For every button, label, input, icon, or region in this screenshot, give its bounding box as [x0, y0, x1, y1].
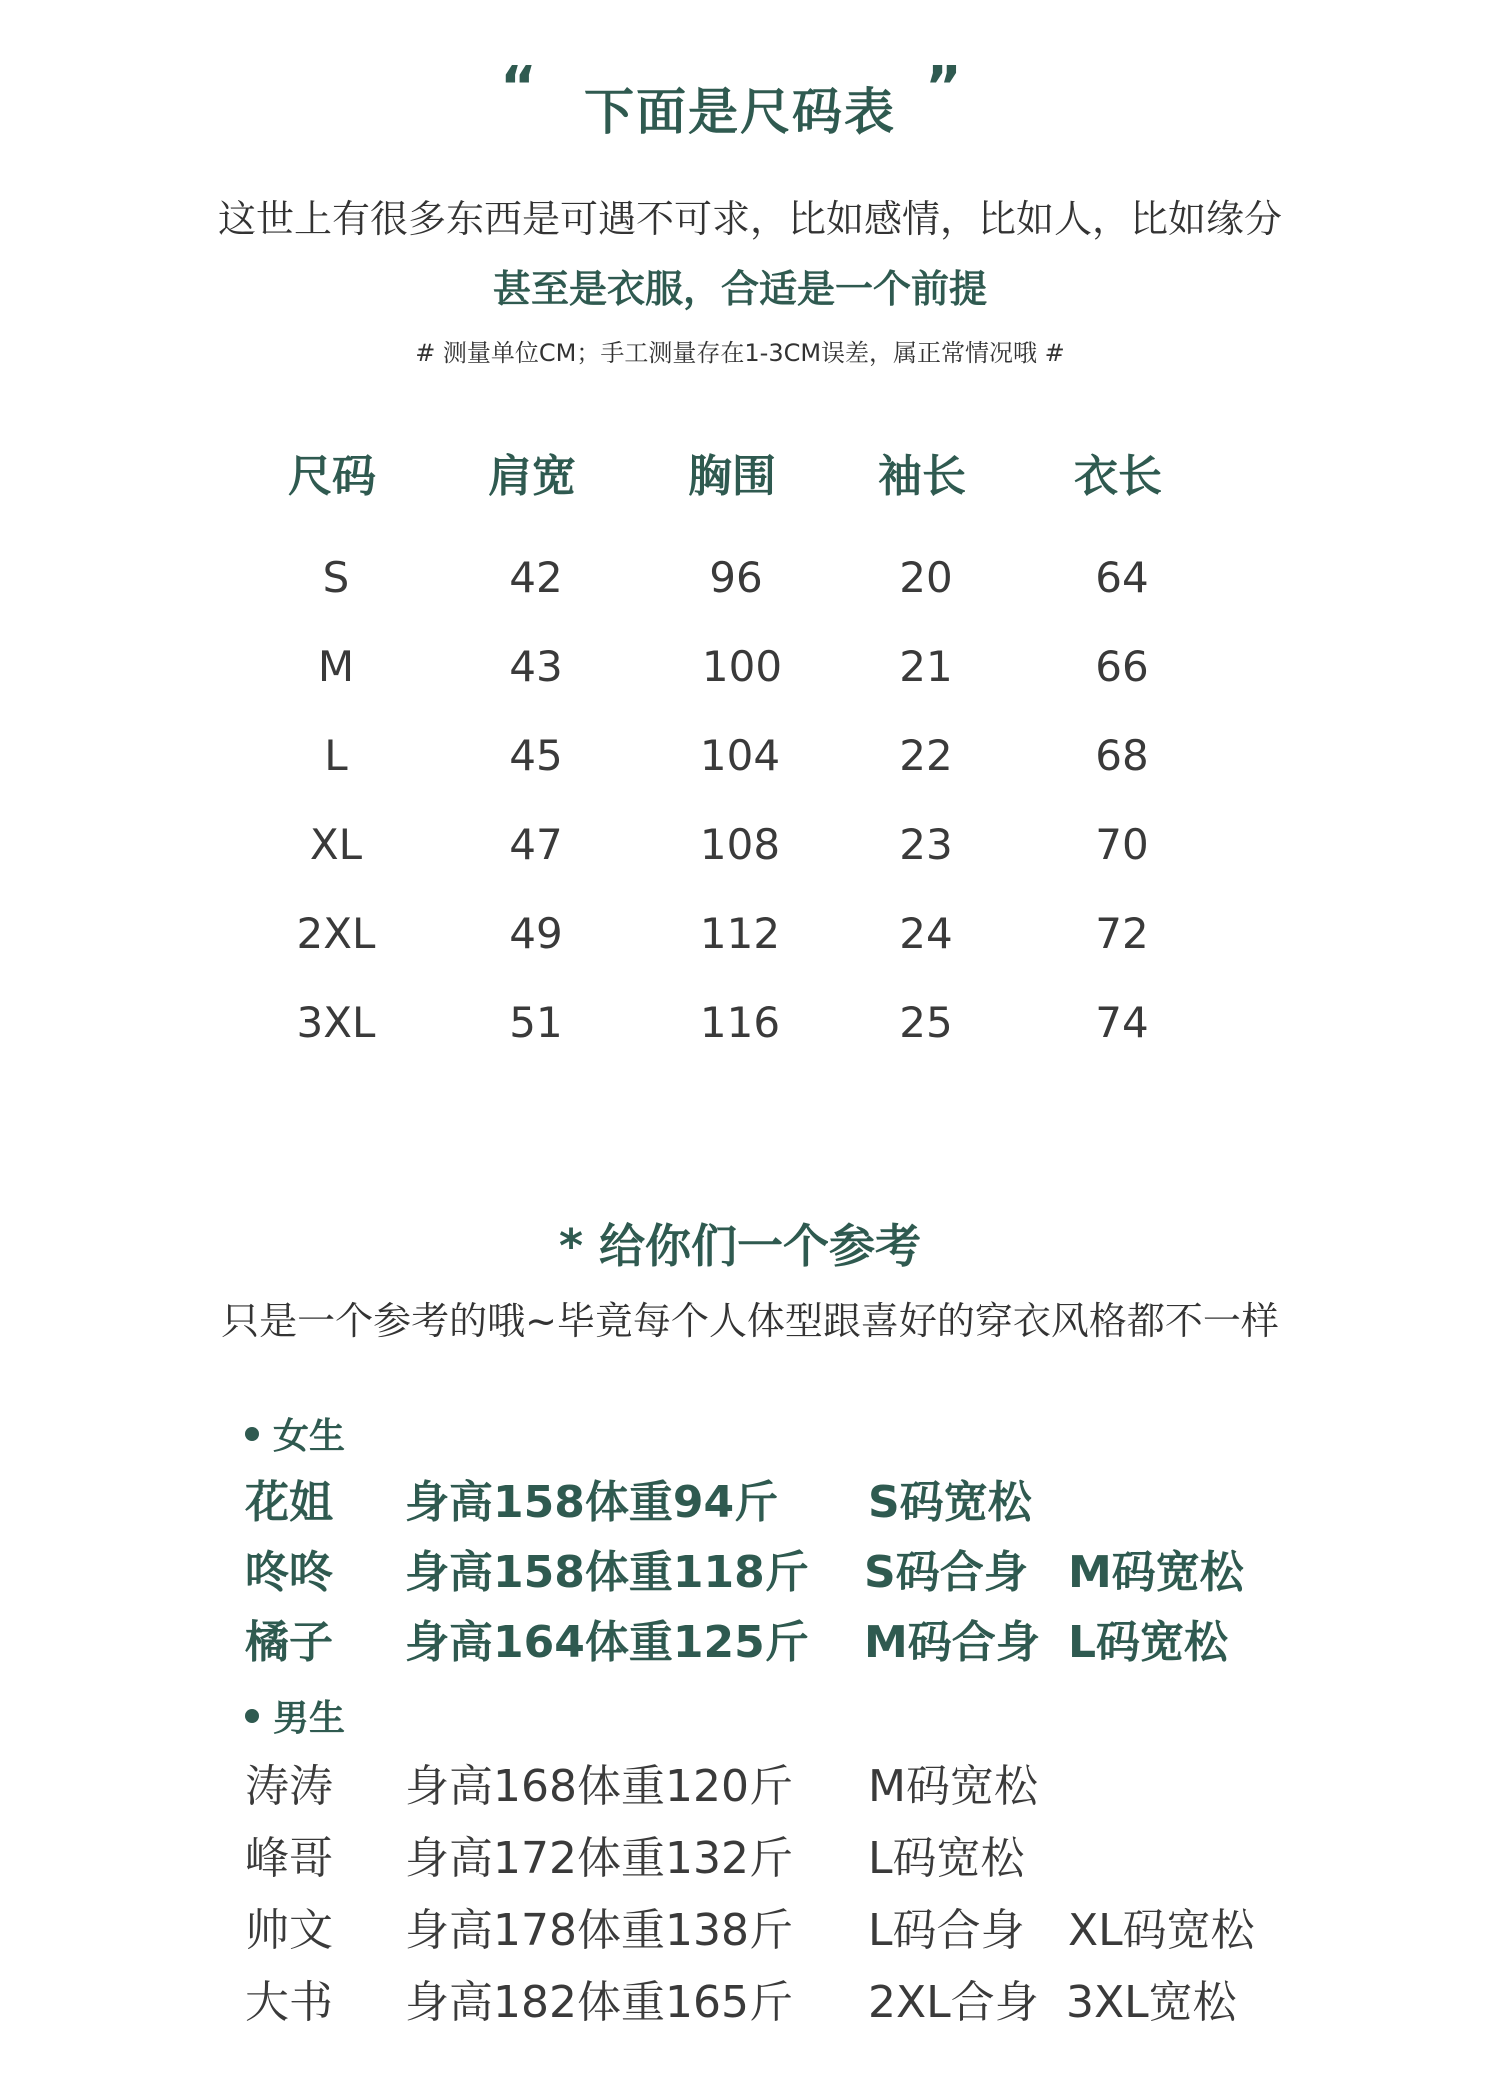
cell-chest: 100: [701, 642, 783, 691]
person-fit-1: 2XL合身: [868, 1977, 1039, 2028]
cell-length: 74: [1095, 998, 1149, 1047]
cell-shoulder: 45: [509, 731, 563, 780]
reference-title: * 给你们一个参考: [558, 1219, 922, 1273]
cell-shoulder: 42: [509, 553, 563, 602]
measurement-note: # 测量单位CM；手工测量存在1-3CM误差，属正常情况哦 #: [415, 339, 1065, 367]
person-fit-1: M码合身: [864, 1617, 1040, 1668]
intro-line-1: 这世上有很多东西是可遇不可求，比如感情，比如人，比如缘分: [217, 197, 1282, 241]
list-item: [0, 1822, 1500, 1882]
list-item: [0, 1894, 1500, 1954]
cell-length: 66: [1095, 642, 1149, 691]
quote-close-mark: ”: [925, 55, 962, 120]
person-fit-1: S码合身: [864, 1547, 1028, 1598]
cell-length: 64: [1095, 553, 1149, 602]
person-name: 峰哥: [245, 1833, 333, 1884]
list-item: [0, 1966, 1500, 2026]
person-stats: 身高158体重94斤: [405, 1477, 779, 1528]
cell-length: 68: [1095, 731, 1149, 780]
person-name: 帅文: [245, 1905, 333, 1956]
bullet-dot-icon: [245, 1709, 259, 1723]
person-fit-2: XL码宽松: [1068, 1905, 1255, 1956]
male-group-label: [245, 1690, 345, 1741]
cell-size: M: [317, 642, 355, 691]
person-stats: 身高172体重132斤: [405, 1833, 793, 1884]
cell-size: 2XL: [296, 909, 376, 958]
cell-length: 70: [1095, 820, 1149, 869]
header-size: 尺码: [288, 451, 376, 502]
list-item: [0, 1466, 1500, 1526]
cell-chest: 96: [709, 553, 763, 602]
list-item: [0, 1750, 1500, 1810]
cell-size: 3XL: [296, 998, 376, 1047]
header-shoulder: 肩宽: [488, 451, 576, 502]
cell-sleeve: 20: [899, 553, 953, 602]
cell-shoulder: 43: [509, 642, 563, 691]
reference-subtitle: 只是一个参考的哦~毕竟每个人体型跟喜好的穿衣风格都不一样: [221, 1299, 1279, 1343]
cell-chest: 104: [699, 731, 781, 780]
female-group-label: [245, 1408, 345, 1459]
person-name: 花姐: [245, 1477, 333, 1528]
header-length: 衣长: [1074, 451, 1162, 502]
intro-line-2: 甚至是衣服，合适是一个前提: [492, 267, 987, 311]
person-fit-1: M码宽松: [868, 1761, 1038, 1812]
person-name: 橘子: [245, 1617, 333, 1668]
person-name: 咚咚: [245, 1547, 333, 1598]
cell-shoulder: 51: [509, 998, 563, 1047]
cell-size: L: [324, 731, 348, 780]
female-label-text: 女生: [273, 1416, 346, 1457]
person-fit-1: L码合身: [868, 1905, 1025, 1956]
person-fit-1: S码宽松: [868, 1477, 1032, 1528]
person-fit-2: 3XL宽松: [1066, 1977, 1237, 2028]
cell-length: 72: [1095, 909, 1149, 958]
cell-sleeve: 25: [899, 998, 953, 1047]
person-stats: 身高182体重165斤: [405, 1977, 793, 2028]
quote-open-mark: “: [500, 55, 537, 120]
person-name: 大书: [245, 1977, 333, 2028]
cell-chest: 116: [699, 998, 781, 1047]
person-name: 涛涛: [245, 1761, 333, 1812]
male-label-text: 男生: [273, 1698, 346, 1739]
cell-shoulder: 49: [509, 909, 563, 958]
person-fit-1: L码宽松: [868, 1833, 1025, 1884]
cell-chest: 108: [699, 820, 781, 869]
person-stats: 身高178体重138斤: [405, 1905, 793, 1956]
list-item: [0, 1606, 1500, 1666]
cell-size: S: [322, 553, 350, 602]
cell-size: XL: [309, 820, 363, 869]
header-sleeve: 袖长: [878, 451, 966, 502]
person-stats: 身高158体重118斤: [405, 1547, 809, 1598]
list-item: [0, 1536, 1500, 1596]
cell-sleeve: 21: [899, 642, 953, 691]
person-stats: 身高164体重125斤: [405, 1617, 809, 1668]
cell-sleeve: 22: [899, 731, 953, 780]
cell-shoulder: 47: [509, 820, 563, 869]
cell-chest: 112: [699, 909, 781, 958]
header-chest: 胸围: [688, 451, 776, 502]
bullet-dot-icon: [245, 1427, 259, 1441]
person-fit-2: L码宽松: [1068, 1617, 1229, 1668]
cell-sleeve: 24: [899, 909, 953, 958]
person-stats: 身高168体重120斤: [405, 1761, 793, 1812]
page-title: 下面是尺码表: [584, 83, 896, 141]
cell-sleeve: 23: [899, 820, 953, 869]
person-fit-2: M码宽松: [1068, 1547, 1244, 1598]
